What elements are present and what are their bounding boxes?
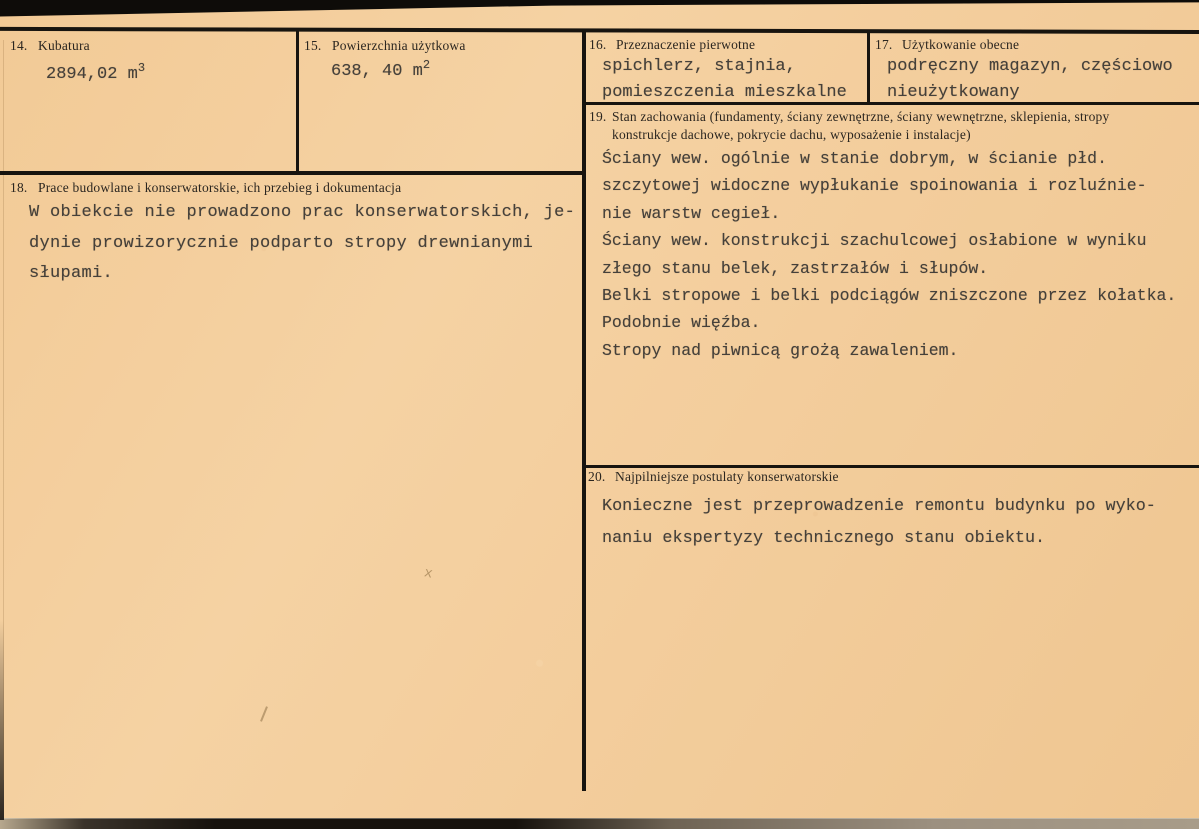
paper-crease	[3, 40, 4, 780]
text-line: słupami.	[29, 264, 114, 283]
field-14-label: Kubatura	[38, 38, 90, 53]
rule-above-20	[584, 465, 1199, 468]
text-line: złego stanu belek, zastrzałów i słupów.	[602, 258, 989, 278]
rule-divider-14-15	[296, 31, 299, 174]
field-17-value	[887, 54, 1173, 105]
text-line: podręczny magazyn, częściowo	[887, 57, 1173, 76]
rule-divider-16-17	[867, 32, 870, 105]
text-line: Stropy nad piwnicą grożą zawaleniem.	[602, 340, 959, 360]
field-17-label: Użytkowanie obecne	[902, 37, 1020, 52]
text-line: Podobnie więźba.	[602, 313, 761, 333]
scan-speckle: x	[422, 565, 434, 583]
field-16-label: Przeznaczenie pierwotne	[616, 37, 756, 52]
text-line: nie warstw cegieł.	[602, 203, 781, 223]
field-19-number: 19.	[589, 109, 607, 124]
field-19-value	[602, 145, 1176, 364]
field-18-number: 18.	[10, 180, 28, 195]
field-19-label-line2: konstrukcje dachowe, pokrycie dachu, wyposażenie i instalacje)	[612, 127, 971, 142]
text-line: spichlerz, stajnia,	[602, 57, 796, 76]
field-17-number: 17.	[875, 37, 893, 52]
text-line: dynie prowizorycznie podparto stropy drewnianymi	[29, 233, 534, 253]
rule-top-horizontal	[0, 27, 1199, 34]
rule-under-14-15	[0, 171, 586, 175]
text-line: pomieszczenia mieszkalne	[602, 82, 847, 102]
scan-speckle	[260, 706, 268, 722]
text-line: W obiekcie nie prowadzono prac konserwatorskich, je-	[29, 203, 576, 222]
scan-bottom-edge	[0, 818, 1199, 829]
field-15-number: 15.	[304, 38, 322, 53]
field-16-number: 16.	[589, 37, 607, 52]
field-15-label: Powierzchnia użytkowa	[332, 38, 466, 53]
field-14-value: 2894,02 $m^3$	[46, 61, 146, 84]
text-line: Konieczne jest przeprowadzenie remontu budynku po wyko-	[602, 497, 1156, 516]
text-line: Ściany wew. ogólnie w stanie dobrym, w ścianie płd.	[602, 149, 1107, 168]
text-line: Ściany wew. konstrukcji szachulcowej osłabione w wyniku	[602, 231, 1147, 251]
field-16-value	[602, 54, 847, 105]
scan-top-edge	[0, 0, 1199, 18]
field-15-unit-exponent: 2	[422, 58, 431, 72]
rule-center-vertical	[582, 31, 586, 791]
text-line: szczytowej widoczne wypłukanie spoinowania i rozluźnie-	[602, 176, 1147, 196]
field-18-value	[29, 198, 575, 290]
field-18-label: Prace budowlane i konserwatorskie, ich przebieg i dokumentacja	[38, 180, 402, 195]
field-19-label-line1: Stan zachowania (fundamenty, ściany zewnętrzne, ściany wewnętrzne, sklepienia, stropy	[612, 109, 1110, 124]
field-14-unit-exponent: 3	[137, 61, 146, 75]
text-line: nieużytkowany	[887, 82, 1020, 102]
field-20-number: 20.	[588, 469, 606, 484]
field-20-value	[602, 491, 1156, 554]
text-line: naniu ekspertyzy technicznego stanu obiektu.	[602, 528, 1046, 548]
field-14-number: 14.	[10, 38, 28, 53]
field-15-value: 638, 40 $m^2$	[331, 58, 431, 81]
text-line: Belki stropowe i belki podciągów zniszczone przez kołatka.	[602, 286, 1177, 306]
field-20-label: Najpilniejsze postulaty konserwatorskie	[615, 469, 839, 484]
